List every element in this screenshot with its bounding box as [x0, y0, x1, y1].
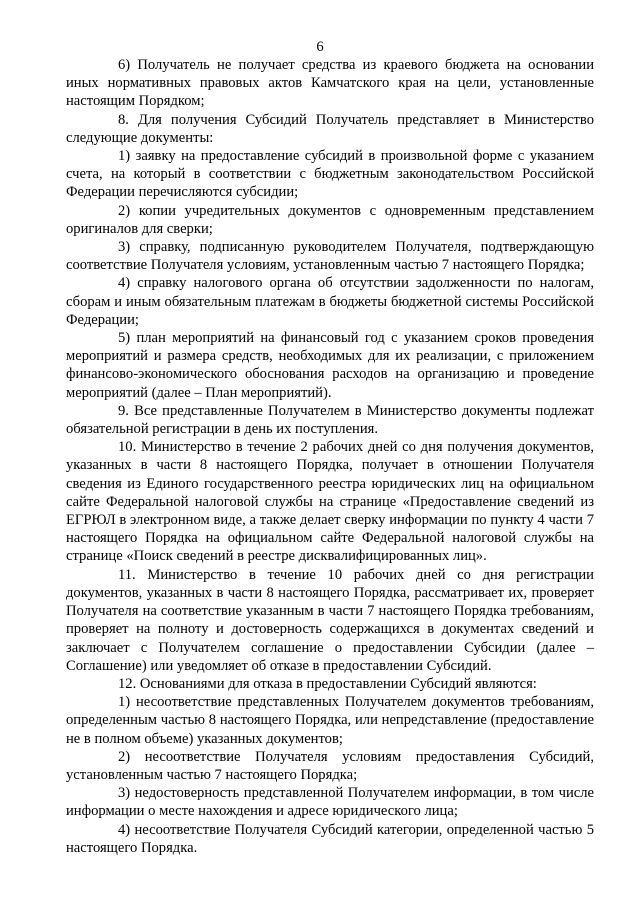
paragraph: 9. Все представленные Получателем в Министерство документы подлежат обязательной регистрации в день их поступления. [66, 402, 594, 438]
paragraph: 3) недостоверность представленной Получателем информации, в том числе информации о месте нахождения и адресе юридического лица; [66, 785, 594, 820]
page-number: 6 [316, 39, 324, 55]
paragraph: 4) справку налогового органа об отсутствии задолженности по налогам, сборам и иным обязательным платежам в бюджеты бюджетной системы Российской Федерации; [66, 275, 594, 328]
paragraph: 11. Министерство в течение 10 рабочих дней со дня регистрации документов, указанных в части 8 настоящего Порядка, рассматривает их, проверяет Получателя на соответствие указанным в части 7 настоящего Порядка требованиям, проверяет на полноту и достоверность содержащихся в документах сведений и заключает с Получателем соглашение о предоставлении Субсидии (далее – Соглашение) или уведомляет об отказе в предоставлении Субсидий. [66, 566, 594, 674]
paragraph: 6) Получатель не получает средства из краевого бюджета на основании иных нормативных правовых актов Камчатского края на цели, установленные настоящим Порядком; [66, 57, 594, 110]
document-body [66, 56, 594, 857]
paragraph: 1) заявку на предоставление субсидий в произвольной форме с указанием счета, на который в соответствии с бюджетным законодательством Российской Федерации перечисляются субсидии; [66, 148, 594, 201]
paragraph: 3) справку, подписанную руководителем Получателя, подтверждающую соответствие Получателя условиям, установленным частью 7 настоящего Порядка; [66, 239, 594, 274]
paragraph: 8. Для получения Субсидий Получатель представляет в Министерство следующие документы: [66, 111, 594, 146]
paragraph: 2) копии учредительных документов с одновременным представлением оригиналов для сверки; [66, 202, 594, 237]
paragraph: 2) несоответствие Получателя условиям предоставления Субсидий, установленным частью 7 настоящего Порядка; [66, 748, 594, 783]
paragraph: 5) план мероприятий на финансовый год с указанием сроков проведения мероприятий и размера средств, необходимых для их реализации, с приложением финансово-экономического обоснования расходов на организацию и проведение мероприятий (далее – План мероприятий). [66, 330, 594, 401]
paragraph: 12. Основаниями для отказа в предоставлении Субсидий являются: [118, 675, 537, 692]
paragraph: 1) несоответствие представленных Получателем документов требованиям, определенным частью 8 настоящего Порядка, или непредставление (предоставление не в полном объеме) указанных документов; [66, 694, 594, 747]
paragraph: 10. Министерство в течение 2 рабочих дней со дня получения документов, указанных в части 8 настоящего Порядка, получает в отношении Получателя сведения из Единого государственного реестра юридических лиц на официальном сайте Федеральной налоговой службы на странице «Предоставление сведений из ЕГРЮЛ в электронном виде, а также делает сверку информации по пункту 4 части 7 настоящего Порядка на официальном сайте Федеральной налоговой службы на странице «Поиск сведений в реестре дисквалифицированных лиц». [66, 439, 594, 565]
paragraph: 4) несоответствие Получателя Субсидий категории, определенной частью 5 настоящего Порядка. [66, 821, 594, 856]
